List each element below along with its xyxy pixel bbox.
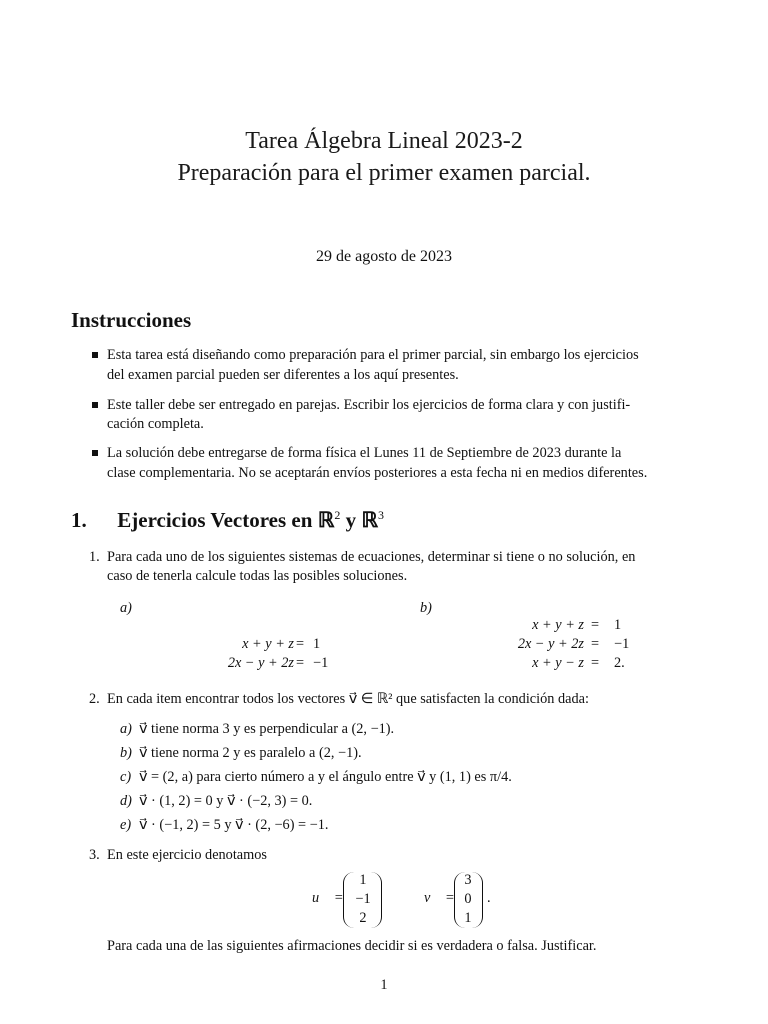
exercise-2-text: En cada item encontrar todos los vectores v⃗ ∈ ℝ² que satisfacten la condición dada: [107,691,589,707]
bullet-icon [92,352,98,358]
real-numbers-symbol: ℝ [317,508,335,532]
instruction-item-3-line1: La solución debe entregarse de forma física el Lunes 11 de Septiembre de 2023 durante la [107,445,622,461]
instruction-item-2-line2: cación completa. [107,416,204,432]
right-paren [371,872,382,928]
exercise-3-text: En este ejercicio denotamos [107,847,267,863]
vector-v-label: v⃗ = [424,890,455,906]
document-subtitle: Preparación para el primer examen parcial. [177,160,591,186]
eq-a2-rhs: −1 [313,655,329,671]
exercise-2-item-c-label: c) [120,769,132,785]
exercise-2-item-c-text: v⃗ = (2, a) para cierto número a y el ángulo entre v⃗ y (1, 1) es π/4. [139,769,512,785]
bullet-icon [92,402,98,408]
vector-v-entry-1: 3 [464,872,472,888]
eq-b1-lhs: x + y + z [532,617,584,633]
document-date: 29 de agosto de 2023 [316,248,452,265]
document-title: Tarea Álgebra Lineal 2023-2 [245,128,523,154]
instructions-heading: Instrucciones [71,308,192,332]
vector-v-entry-3: 1 [464,910,472,926]
eq-a1-equals: = [295,636,305,652]
subitem-b-label: b) [420,600,432,616]
vector-u-entry-2: −1 [355,891,371,907]
eq-b3-equals: = [590,655,600,671]
instruction-item-1-line1: Esta tarea está diseñando como preparación para el primer parcial, sin embargo los ejercicios [107,347,639,363]
eq-b2-lhs: 2x − y + 2z [517,636,584,652]
vector-u-entry-1: 1 [359,872,367,888]
exercise-3-closing: Para cada una de las siguientes afirmaciones decidir si es verdadera o falsa. Justificar. [107,938,597,954]
subitem-a-label: a) [120,600,132,616]
exercise-1-number: 1. [89,549,100,565]
exercise-2-item-a-label: a) [120,721,132,737]
exercise-2-item-d-label: d) [120,793,132,809]
instruction-item-1-line2: del examen parcial pueden ser diferentes a los aquí presentes. [107,367,459,383]
section-number: 1. [71,508,87,532]
vector-u-label: u⃗ = [312,890,344,906]
exercise-1-line1: Para cada uno de los siguientes sistemas de ecuaciones, determinar si tiene o no solución, en [107,549,636,565]
superscript-3: 3 [377,508,384,522]
instruction-item-3-line2: clase complementaria. No se aceptarán envíos posteriores a esta fecha ni en medios diferentes. [107,465,648,481]
eq-b3-rhs: 2. [614,655,625,671]
exercise-3-number: 3. [89,847,100,863]
eq-a1-lhs: x + y + z [242,636,294,652]
eq-b1-rhs: 1 [614,617,622,633]
exercise-2-item-b-text: v⃗ tiene norma 2 y es paralelo a (2, −1). [139,745,362,761]
exercise-2-item-d-text: v⃗ · (1, 2) = 0 y v⃗ · (−2, 3) = 0. [139,793,313,809]
page-number: 1 [380,977,388,993]
exercise-2-number: 2. [89,691,100,707]
superscript-2: 2 [334,508,341,522]
exercise-2-item-e-text: v⃗ · (−1, 2) = 5 y v⃗ · (2, −6) = −1. [139,817,329,833]
instruction-item-2-line1: Este taller debe ser entregado en parejas. Escribir los ejercicios de forma clara y con justifi- [107,397,631,413]
eq-a2-equals: = [295,655,305,671]
right-paren [472,872,483,928]
eq-b3-lhs: x + y − z [532,655,584,671]
eq-b2-rhs: −1 [614,636,630,652]
eq-b2-equals: = [590,636,600,652]
eq-a2-lhs: 2x − y + 2z [227,655,294,671]
eq-b1-equals: = [590,617,600,633]
vector-u-entry-3: 2 [359,910,367,926]
vector-v-entry-2: 0 [464,891,472,907]
exercise-2-item-a-text: v⃗ tiene norma 3 y es perpendicular a (2, −1). [139,721,395,737]
section-title-text: Ejercicios Vectores en [117,508,318,532]
exercise-2-item-b-label: b) [120,745,132,761]
section-title-and: y [345,508,357,532]
section-heading [71,508,384,533]
real-numbers-symbol-2: ℝ [361,508,378,532]
exercise-2-item-e-label: e) [120,817,132,833]
bullet-icon [92,450,98,456]
exercise-1-line2: caso de tenerla calcule todas las posibles soluciones. [107,568,408,584]
vector-v-period: . [487,890,491,906]
eq-a1-rhs: 1 [313,636,321,652]
